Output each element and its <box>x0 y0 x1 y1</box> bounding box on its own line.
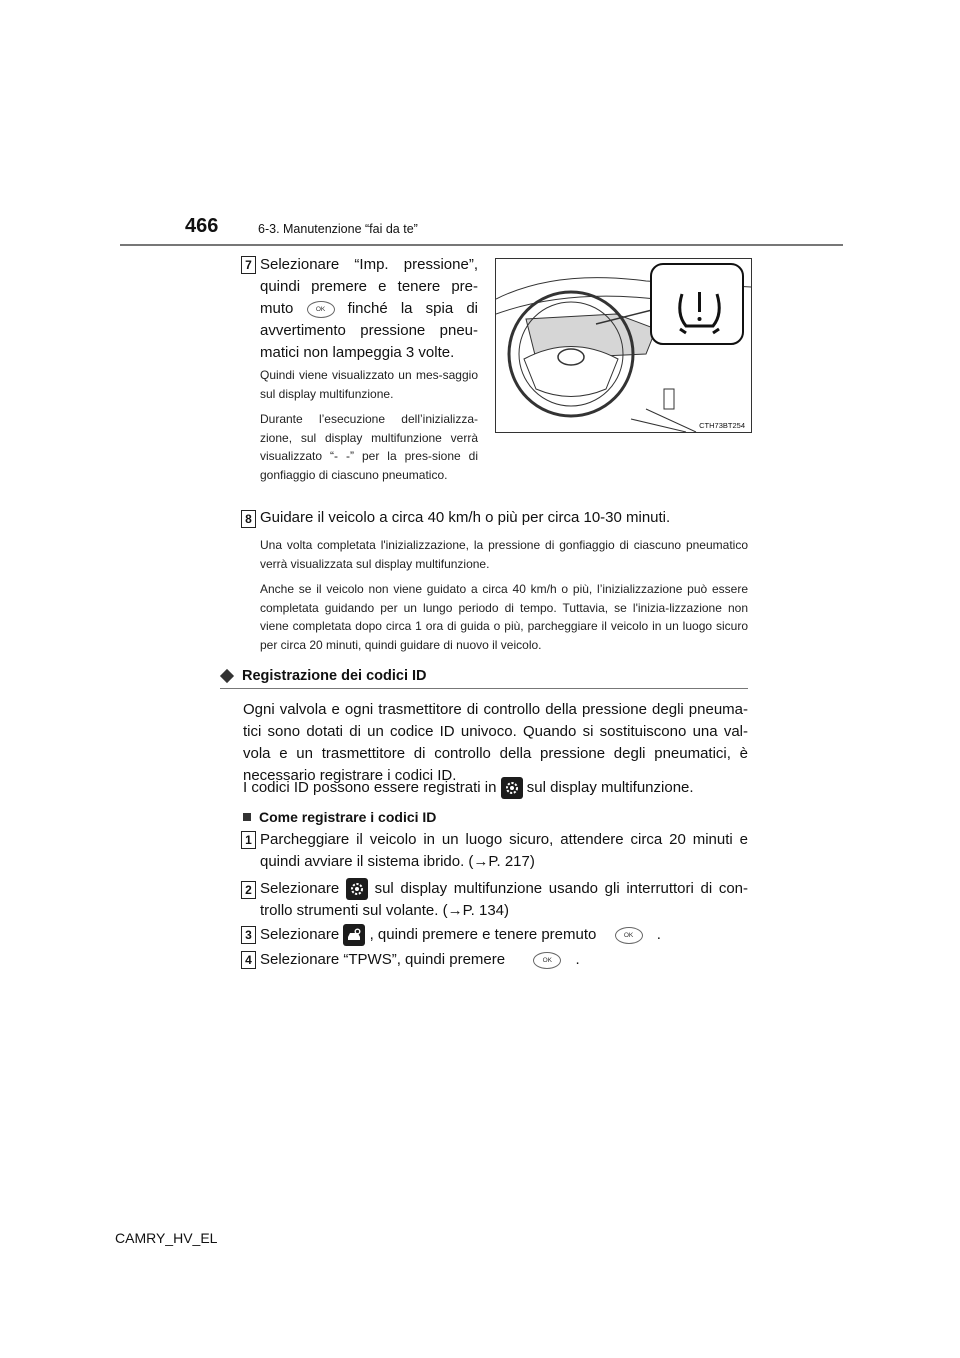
step-7-text-a: Selezionare “Imp. pressione”, quindi premere e tenere pre-muto <box>260 256 478 317</box>
how-to-register-text: Come registrare i codici ID <box>259 809 437 825</box>
reg-step-3-text-a: Selezionare <box>260 926 340 943</box>
reg-step-3-text-b: , quindi premere e tenere premuto <box>369 926 597 943</box>
registration-line-2 <box>243 777 748 799</box>
step-8-note-2: Anche se il veicolo non viene guidato a circa 40 km/h o più, l’inizializzazione può essere completata guidando per un lungo periodo di tempo. Tuttavia, se l'inizia-lizzazione non viene completata dopo circa 1 ora di guida o più, parcheggiare il veicolo in un luogo sicuro per circa 20 minuti, quindi guidare di nuovo il veicolo. <box>260 582 748 652</box>
reg-step-4-text-b: . <box>575 951 580 968</box>
step-7-text <box>260 254 478 364</box>
reg-step-3-text <box>260 924 748 946</box>
reg-step-2-text-a: Selezionare <box>260 880 340 897</box>
step-number-7: 7 <box>241 256 256 274</box>
footer-code: CAMRY_HV_EL <box>115 1230 218 1246</box>
reg-step-4-text-a: Selezionare “TPWS”, quindi premere <box>260 951 506 968</box>
step-number-2: 2 <box>241 881 256 899</box>
header-rule <box>120 244 843 246</box>
step-7-note-1: Quindi viene visualizzato un mes-saggio sul display multifunzione. <box>260 368 478 401</box>
ok-button-icon: OK <box>615 927 643 944</box>
step-number-4: 4 <box>241 951 256 969</box>
reg-step-2-text <box>260 878 748 922</box>
step-8-note-1: Una volta completata l'inizializzazione, la pressione di gonfiaggio di ciascuno pneumatico verrà visualizzata sul display multifunzione. <box>260 538 748 571</box>
heading-rule <box>220 688 748 689</box>
page-number: 466 <box>185 215 219 237</box>
reg-step-3-text-c: . <box>656 926 661 943</box>
registration-heading-text: Registrazione dei codici ID <box>242 668 427 684</box>
step-7-note-2: Durante l’esecuzione dell’inizializza-zione, sul display multifunzione verrà visualizzato “- -” per la pres-sione di gonfiaggio di ciascuno pneumatico. <box>260 412 478 482</box>
section-title: 6-3. Manutenzione “fai da te” <box>258 222 418 236</box>
step-8-text: Guidare il veicolo a circa 40 km/h o più per circa 10-30 minuti. <box>260 509 671 526</box>
step-number-1: 1 <box>241 831 256 849</box>
registration-line-2-a: I codici ID possono essere registrati in <box>243 779 497 796</box>
registration-line-2-b: sul display multifunzione. <box>526 779 694 796</box>
step-number-3: 3 <box>241 926 256 944</box>
ok-button-icon: OK <box>533 952 561 969</box>
step-7-text-b: finché la spia di avvertimento pressione pneu-matici non lampeggia 3 volte. <box>260 300 479 361</box>
steering-wheel-illustration <box>496 259 751 432</box>
registration-heading <box>220 668 427 684</box>
settings-gear-icon <box>501 777 523 799</box>
ok-button-icon: OK <box>307 301 335 318</box>
dashboard-figure <box>495 258 752 433</box>
settings-gear-icon <box>346 878 368 900</box>
how-to-register-heading <box>243 809 436 825</box>
figure-caption: CTH73BT254 <box>699 421 745 430</box>
registration-paragraph: Ogni valvola e ogni trasmettitore di controllo della pressione degli pneuma-tici sono dotati di un codice ID univoco. Quando si sostituiscono una val-vola e un trasmettitore di controllo della pressione degli pneumatici, è necessario registrare i codici ID. <box>243 701 748 784</box>
diamond-bullet-icon <box>220 669 234 683</box>
reg-step-4-text <box>260 949 748 971</box>
reg-step-2-text-b: sul display multifunzione usando gli interruttori di con-trollo strumenti sul volante. (→P. 134) <box>260 880 749 920</box>
reg-step-1-text: Parcheggiare il veicolo in un luogo sicuro, attendere circa 20 minuti e quindi avviare il sistema ibrido. (→P. 217) <box>260 831 748 870</box>
square-bullet-icon <box>243 813 251 821</box>
step-number-8: 8 <box>241 510 256 528</box>
vehicle-settings-icon <box>343 924 365 946</box>
